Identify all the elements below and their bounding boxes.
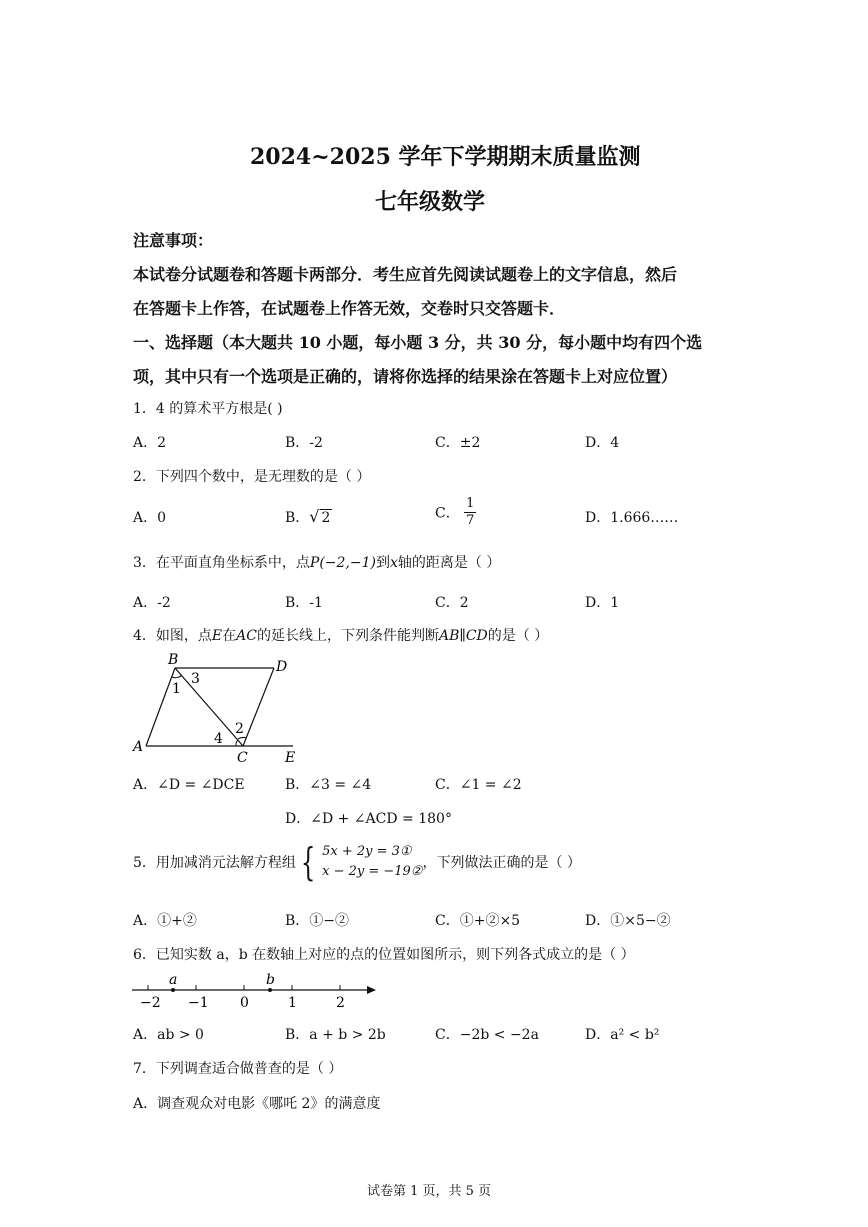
fraction [464, 496, 476, 529]
q4-abcd: AB∥CD [438, 628, 488, 644]
tick-label-0: 0 [240, 995, 249, 1011]
q3-stem-b: 到 [376, 555, 390, 571]
line-bc [175, 668, 243, 746]
q2-option-d: D．1.666…… [585, 510, 679, 526]
angle-label-3: 3 [191, 671, 200, 687]
q5-stem [133, 842, 581, 882]
q4-option-c: C．∠1 = ∠2 [435, 777, 522, 793]
page-footer: 试卷第 1 页，共 5 页 [367, 1184, 492, 1199]
q4-option-a: A．∠D = ∠DCE [133, 777, 245, 793]
q2-option-b [285, 507, 332, 527]
point-a-label: a [169, 972, 178, 988]
q2-stem: 2．下列四个数中，是无理数的是（ ） [133, 469, 371, 485]
tick-label-m1: −1 [188, 995, 209, 1011]
tick-label-2: 2 [336, 995, 345, 1011]
q4-stem-a: 4．如图，点 [133, 628, 212, 644]
notice-line2: 在答题卡上作答，在试题卷上作答无效，交卷时只交答题卡． [133, 299, 566, 318]
q5-option-d: D．①×5−② [585, 913, 671, 929]
label-a: A [133, 739, 144, 755]
line-ab [146, 668, 175, 746]
point-a [171, 988, 175, 992]
q2-option-c [435, 496, 476, 529]
tick-label-1: 1 [288, 995, 297, 1011]
section1-line2: 项，其中只有一个选项是正确的，请将你选择的结果涂在答题卡上对应位置） [133, 367, 678, 386]
q3-stem-c: 轴的距离是（ ） [397, 555, 501, 571]
q3-stem-a: 3．在平面直角坐标系中，点 [133, 555, 310, 571]
q6-option-a: A．ab > 0 [133, 1027, 204, 1043]
q6-option-d: D．a² < b² [585, 1027, 660, 1043]
equation-system [296, 842, 423, 882]
q5-stem-a: 5．用加减消元法解方程组 [133, 855, 296, 871]
exam-title: 2024~2025 学年下学期期末质量监测 [250, 144, 641, 170]
angle-arc-1 [172, 675, 182, 678]
q7-option-a: A．调查观众对电影《哪吒 2》的满意度 [133, 1096, 381, 1112]
q3-option-c: C．2 [435, 595, 469, 611]
q1-option-b: B．-2 [285, 435, 323, 451]
q4-e: E [211, 628, 223, 644]
q4-stem-b: 在 [222, 628, 237, 644]
number-line [128, 970, 383, 1012]
angle-arc-2 [238, 737, 246, 739]
label-b: B [168, 652, 179, 668]
q4-stem-c: 的延长线上，下列条件能判断 [256, 628, 439, 644]
q5-option-b: B．①−② [285, 913, 350, 929]
brace-icon: { [300, 840, 316, 884]
q4-ac: AC [236, 628, 257, 644]
label-c: C [237, 750, 248, 766]
q5-option-a: A．①+② [133, 913, 197, 929]
q4-option-b: B．∠3 = ∠4 [285, 777, 372, 793]
q6-option-c: C．−2b < −2a [435, 1027, 539, 1043]
fraction-numerator: 1 [466, 496, 475, 511]
q5-stem-b: ，下列做法正确的是（ ） [422, 855, 581, 871]
equation-1: 5x + 2y = 3① [322, 844, 412, 859]
tick-label-m2: −2 [140, 995, 161, 1011]
axis-arrow-icon [367, 986, 376, 994]
q2-option-b-radicand: 2 [321, 510, 331, 526]
q1-stem: 1．4 的算术平方根是( ) [133, 401, 283, 417]
q1-option-c: C．±2 [435, 435, 481, 451]
notice-line1: 本试卷分试题卷和答题卡两部分．考生应首先阅读试题卷上的文字信息，然后 [133, 265, 678, 284]
angle-label-1: 1 [172, 681, 181, 697]
q7-stem: 7．下列调查适合做普查的是（ ） [133, 1061, 343, 1077]
label-e: E [285, 750, 296, 766]
q1-option-d: D．4 [585, 435, 620, 451]
sqrt-symbol: √ [309, 507, 320, 526]
angle-label-2: 2 [235, 721, 244, 737]
q4-option-d: D．∠D + ∠ACD = 180° [285, 811, 452, 827]
fraction-denominator: 7 [466, 513, 475, 528]
angle-label-4: 4 [214, 731, 223, 747]
q4-stem [133, 625, 548, 645]
section1-line1: 一、选择题（本大题共 10 小题，每小题 3 分，共 30 分，每小题中均有四个选 [133, 333, 703, 352]
q3-stem [133, 552, 500, 572]
exam-subtitle: 七年级数学 [375, 189, 486, 215]
label-d: D [276, 659, 288, 675]
q3-option-a: A．-2 [133, 595, 171, 611]
notice-heading: 注意事项： [133, 231, 214, 250]
q5-option-c: C．①+②×5 [435, 913, 521, 929]
q3-point: P(−2,−1) [309, 555, 376, 571]
q4-figure [128, 650, 308, 766]
q4-stem-d: 的是（ ） [487, 628, 549, 644]
point-b-label: b [266, 972, 275, 988]
q3-x: x [390, 555, 398, 571]
q2-option-b-prefix: B． [285, 510, 310, 526]
line-dc [243, 668, 274, 746]
q2-option-c-prefix: C． [435, 505, 460, 522]
q6-stem: 6．已知实数 a，b 在数轴上对应的点的位置如图所示，则下列各式成立的是（ ） [133, 947, 635, 963]
q3-option-b: B．-1 [285, 595, 323, 611]
point-b [268, 988, 272, 992]
q2-option-a: A．0 [133, 510, 167, 526]
q3-option-d: D．1 [585, 595, 620, 611]
angle-arc-4 [236, 740, 238, 746]
q1-option-a: A．2 [133, 435, 167, 451]
equation-2: x − 2y = −19② [322, 864, 423, 879]
q6-option-b: B．a + b > 2b [285, 1027, 386, 1043]
